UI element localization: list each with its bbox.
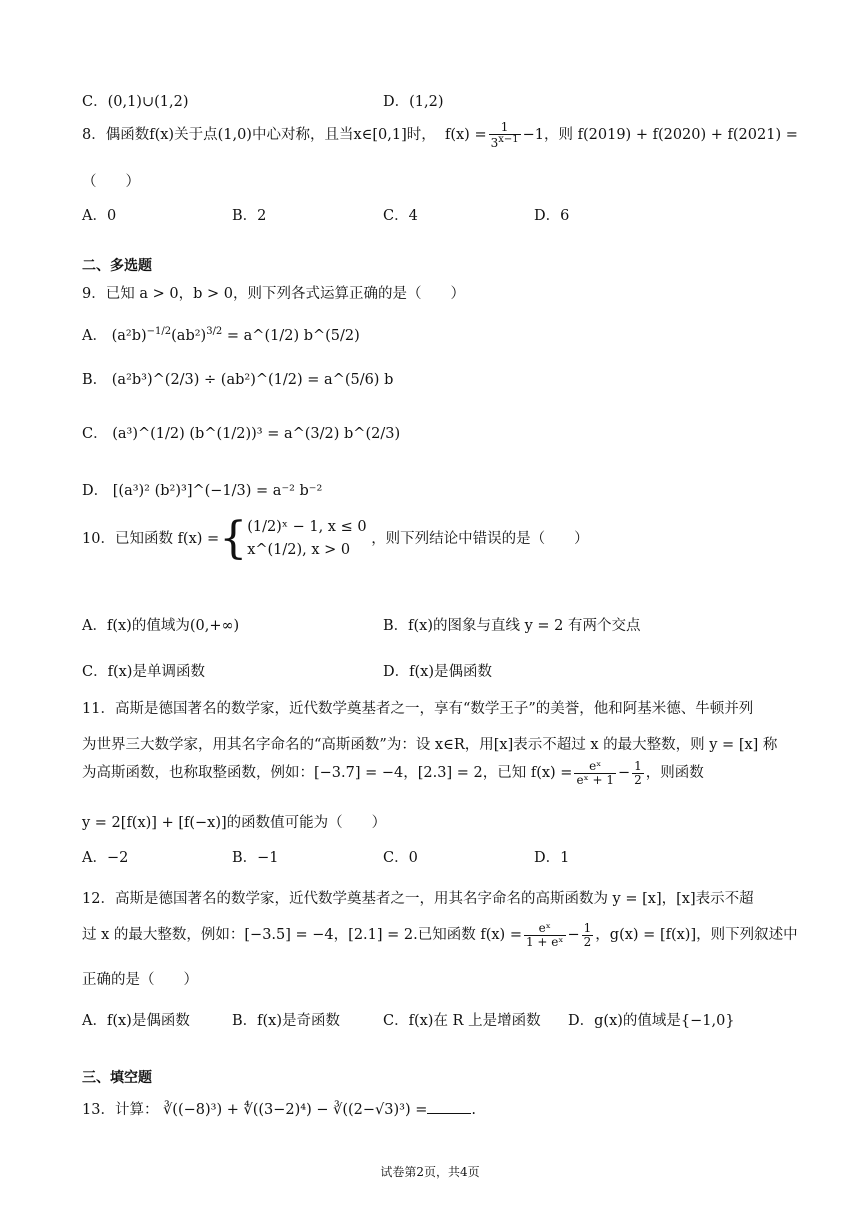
q12-func-lhs: f(x) = xyxy=(480,927,522,944)
q11-line3 xyxy=(82,760,704,786)
q8-cond: x∈[0,1]时， xyxy=(353,127,436,144)
q13-stem xyxy=(82,1098,476,1119)
q11-frac1-den: eˣ + 1 xyxy=(576,772,614,787)
q12-option-c: C．f(x)在 R 上是增函数 xyxy=(383,1013,541,1029)
q11-func-lhs: f(x) = xyxy=(530,765,573,782)
q13-prefix: 13．计算： xyxy=(82,1102,159,1118)
q12-line2a: 过 x 的最大整数，例如：[−3.5] = −4，[2.1] = 2.已知函数 xyxy=(82,927,476,944)
q13-end: . xyxy=(471,1102,477,1118)
q10-option-b: B．f(x)的图象与直线 y = 2 有两个交点 xyxy=(383,618,641,634)
q9-a-mid: (ab²) xyxy=(171,328,207,344)
q11-option-d: D．1 xyxy=(534,850,570,866)
q11-line3a: 为高斯函数，也称取整函数，例如：[−3.7] = −4，[2.3] = 2，已知 xyxy=(82,765,527,782)
q9-option-c xyxy=(82,422,400,443)
q8-frac-den: 3 xyxy=(490,135,499,150)
q9-a-lhs: (a²b) xyxy=(111,328,147,344)
q9-option-d xyxy=(82,479,322,500)
q12-option-d: D．g(x)的值域是{−1,0} xyxy=(568,1013,735,1029)
q9-option-a xyxy=(82,324,360,345)
q9-a-rhs: = a^(1/2) b^(5/2) xyxy=(226,328,360,344)
q10-stem xyxy=(82,513,589,565)
q9-d-label: D． xyxy=(82,483,109,499)
q8-sum: f(2019) + f(2020) + f(2021) = xyxy=(577,127,798,144)
q12-fraction-2 xyxy=(582,922,594,948)
q9-option-b xyxy=(82,368,393,389)
q11-option-b: B．−1 xyxy=(232,850,279,866)
q9-a-label: A． xyxy=(82,328,107,344)
q7-option-c: C．(0,1)∪(1,2) xyxy=(82,94,189,110)
q8-option-d: D．6 xyxy=(534,208,570,224)
q11-fraction-2 xyxy=(632,760,644,786)
q12-minus: − xyxy=(567,927,580,944)
q9-a-exp1: −1/2 xyxy=(146,326,172,338)
q12-line1: 12．高斯是德国著名的数学家，近代数学奠基者之一，用其名字命名的高斯函数为 y = [x]，[x]表示不超 xyxy=(82,891,754,907)
q8-paren: （ ） xyxy=(82,174,140,190)
q8-option-c: C．4 xyxy=(383,208,418,224)
section-heading-fill-in: 三、填空题 xyxy=(82,1070,152,1086)
q8-stem xyxy=(82,121,798,149)
q10-option-c: C．f(x)是单调函数 xyxy=(82,664,205,680)
q8-part1: f(x)关于点(1,0)中心对称，且当 xyxy=(149,127,354,144)
q11-frac1-num: eˣ xyxy=(574,760,616,774)
q8-func-lhs: f(x) = xyxy=(444,127,487,144)
q9-stem: 9．已知 a > 0，b > 0，则下列各式运算正确的是（ ） xyxy=(82,286,465,302)
q10-case2: x^(1/2), x > 0 xyxy=(247,542,351,559)
q8-func-rhs: −1，则 xyxy=(522,127,574,144)
q11-line3b: ，则函数 xyxy=(645,765,704,782)
q12-line3: 正确的是（ ） xyxy=(82,972,198,988)
q11-option-a: A．−2 xyxy=(82,850,129,866)
q12-frac2-num: 1 xyxy=(583,921,592,935)
q10-lhs: f(x) = xyxy=(177,531,220,548)
q9-b-label: B． xyxy=(82,372,108,388)
q8-frac-num: 1 xyxy=(489,121,521,135)
q9-c-expr: (a³)^(1/2) (b^(1/2))³ = a^(3/2) b^(2/3) xyxy=(112,426,401,442)
q11-option-c: C．0 xyxy=(383,850,418,866)
page-footer: 试卷第2页，共4页 xyxy=(380,1165,480,1179)
left-brace-icon: { xyxy=(219,513,248,565)
q12-frac1-den: 1 + eˣ xyxy=(525,934,564,949)
q8-frac-den-exp: x−1 xyxy=(498,133,519,145)
q11-frac2-num: 1 xyxy=(634,759,642,773)
q10-case1: (1/2)ˣ − 1, x ≤ 0 xyxy=(247,519,367,535)
q8-prefix: 8．偶函数 xyxy=(82,127,150,144)
q11-line2: 为世界三大数学家，用其名字命名的“高斯函数”为：设 x∈R，用[x]表示不超过 x 的最大整数，则 y = [x] 称 xyxy=(82,737,778,753)
q9-c-label: C． xyxy=(82,426,108,442)
q13-eq: = xyxy=(415,1102,428,1118)
q8-fraction xyxy=(489,121,521,149)
q11-line1: 11．高斯是德国著名的数学家，近代数学奠基者之一，享有“数学王子”的美誉，他和阿基米德、牛顿并列 xyxy=(82,701,754,717)
q7-option-d: D．(1,2) xyxy=(383,94,444,110)
section-heading-multiple-choice: 二、多选题 xyxy=(82,258,152,274)
q9-d-expr: [(a³)² (b²)³]^(−1/3) = a⁻² b⁻² xyxy=(112,483,323,499)
q11-fraction-1 xyxy=(574,760,616,786)
q13-expr: ∛((−8)³) + ∜((3−2)⁴) − ∛((2−√3)³) xyxy=(163,1102,411,1118)
q12-frac1-num: eˣ xyxy=(524,922,566,936)
q10-piecewise xyxy=(247,516,366,562)
q12-option-b: B．f(x)是奇函数 xyxy=(232,1013,341,1029)
q10-option-a: A．f(x)的值域为(0,+∞) xyxy=(82,618,240,634)
q8-option-a: A．0 xyxy=(82,208,117,224)
q10-suffix: ，则下列结论中错误的是（ ） xyxy=(371,531,589,548)
q12-option-a: A．f(x)是偶函数 xyxy=(82,1013,190,1029)
q12-line2 xyxy=(82,922,798,948)
q9-a-exp2: 3/2 xyxy=(206,326,223,338)
q10-option-d: D．f(x)是偶函数 xyxy=(383,664,492,680)
q12-frac2-den: 2 xyxy=(583,934,592,949)
q11-minus: − xyxy=(617,765,631,782)
q12-fraction-1 xyxy=(524,922,566,948)
q11-line4: y = 2[f(x)] + [f(−x)]的函数值可能为（ ） xyxy=(82,815,387,831)
q10-prefix: 10．已知函数 xyxy=(82,531,173,548)
q8-option-b: B．2 xyxy=(232,208,267,224)
q12-line2b: ，g(x) = [f(x)]，则下列叙述中 xyxy=(595,927,798,944)
q11-frac2-den: 2 xyxy=(634,772,642,787)
q9-b-expr: (a²b³)^(2/3) ÷ (ab²)^(1/2) = a^(5/6) b xyxy=(111,372,394,388)
answer-blank[interactable] xyxy=(427,1113,471,1114)
